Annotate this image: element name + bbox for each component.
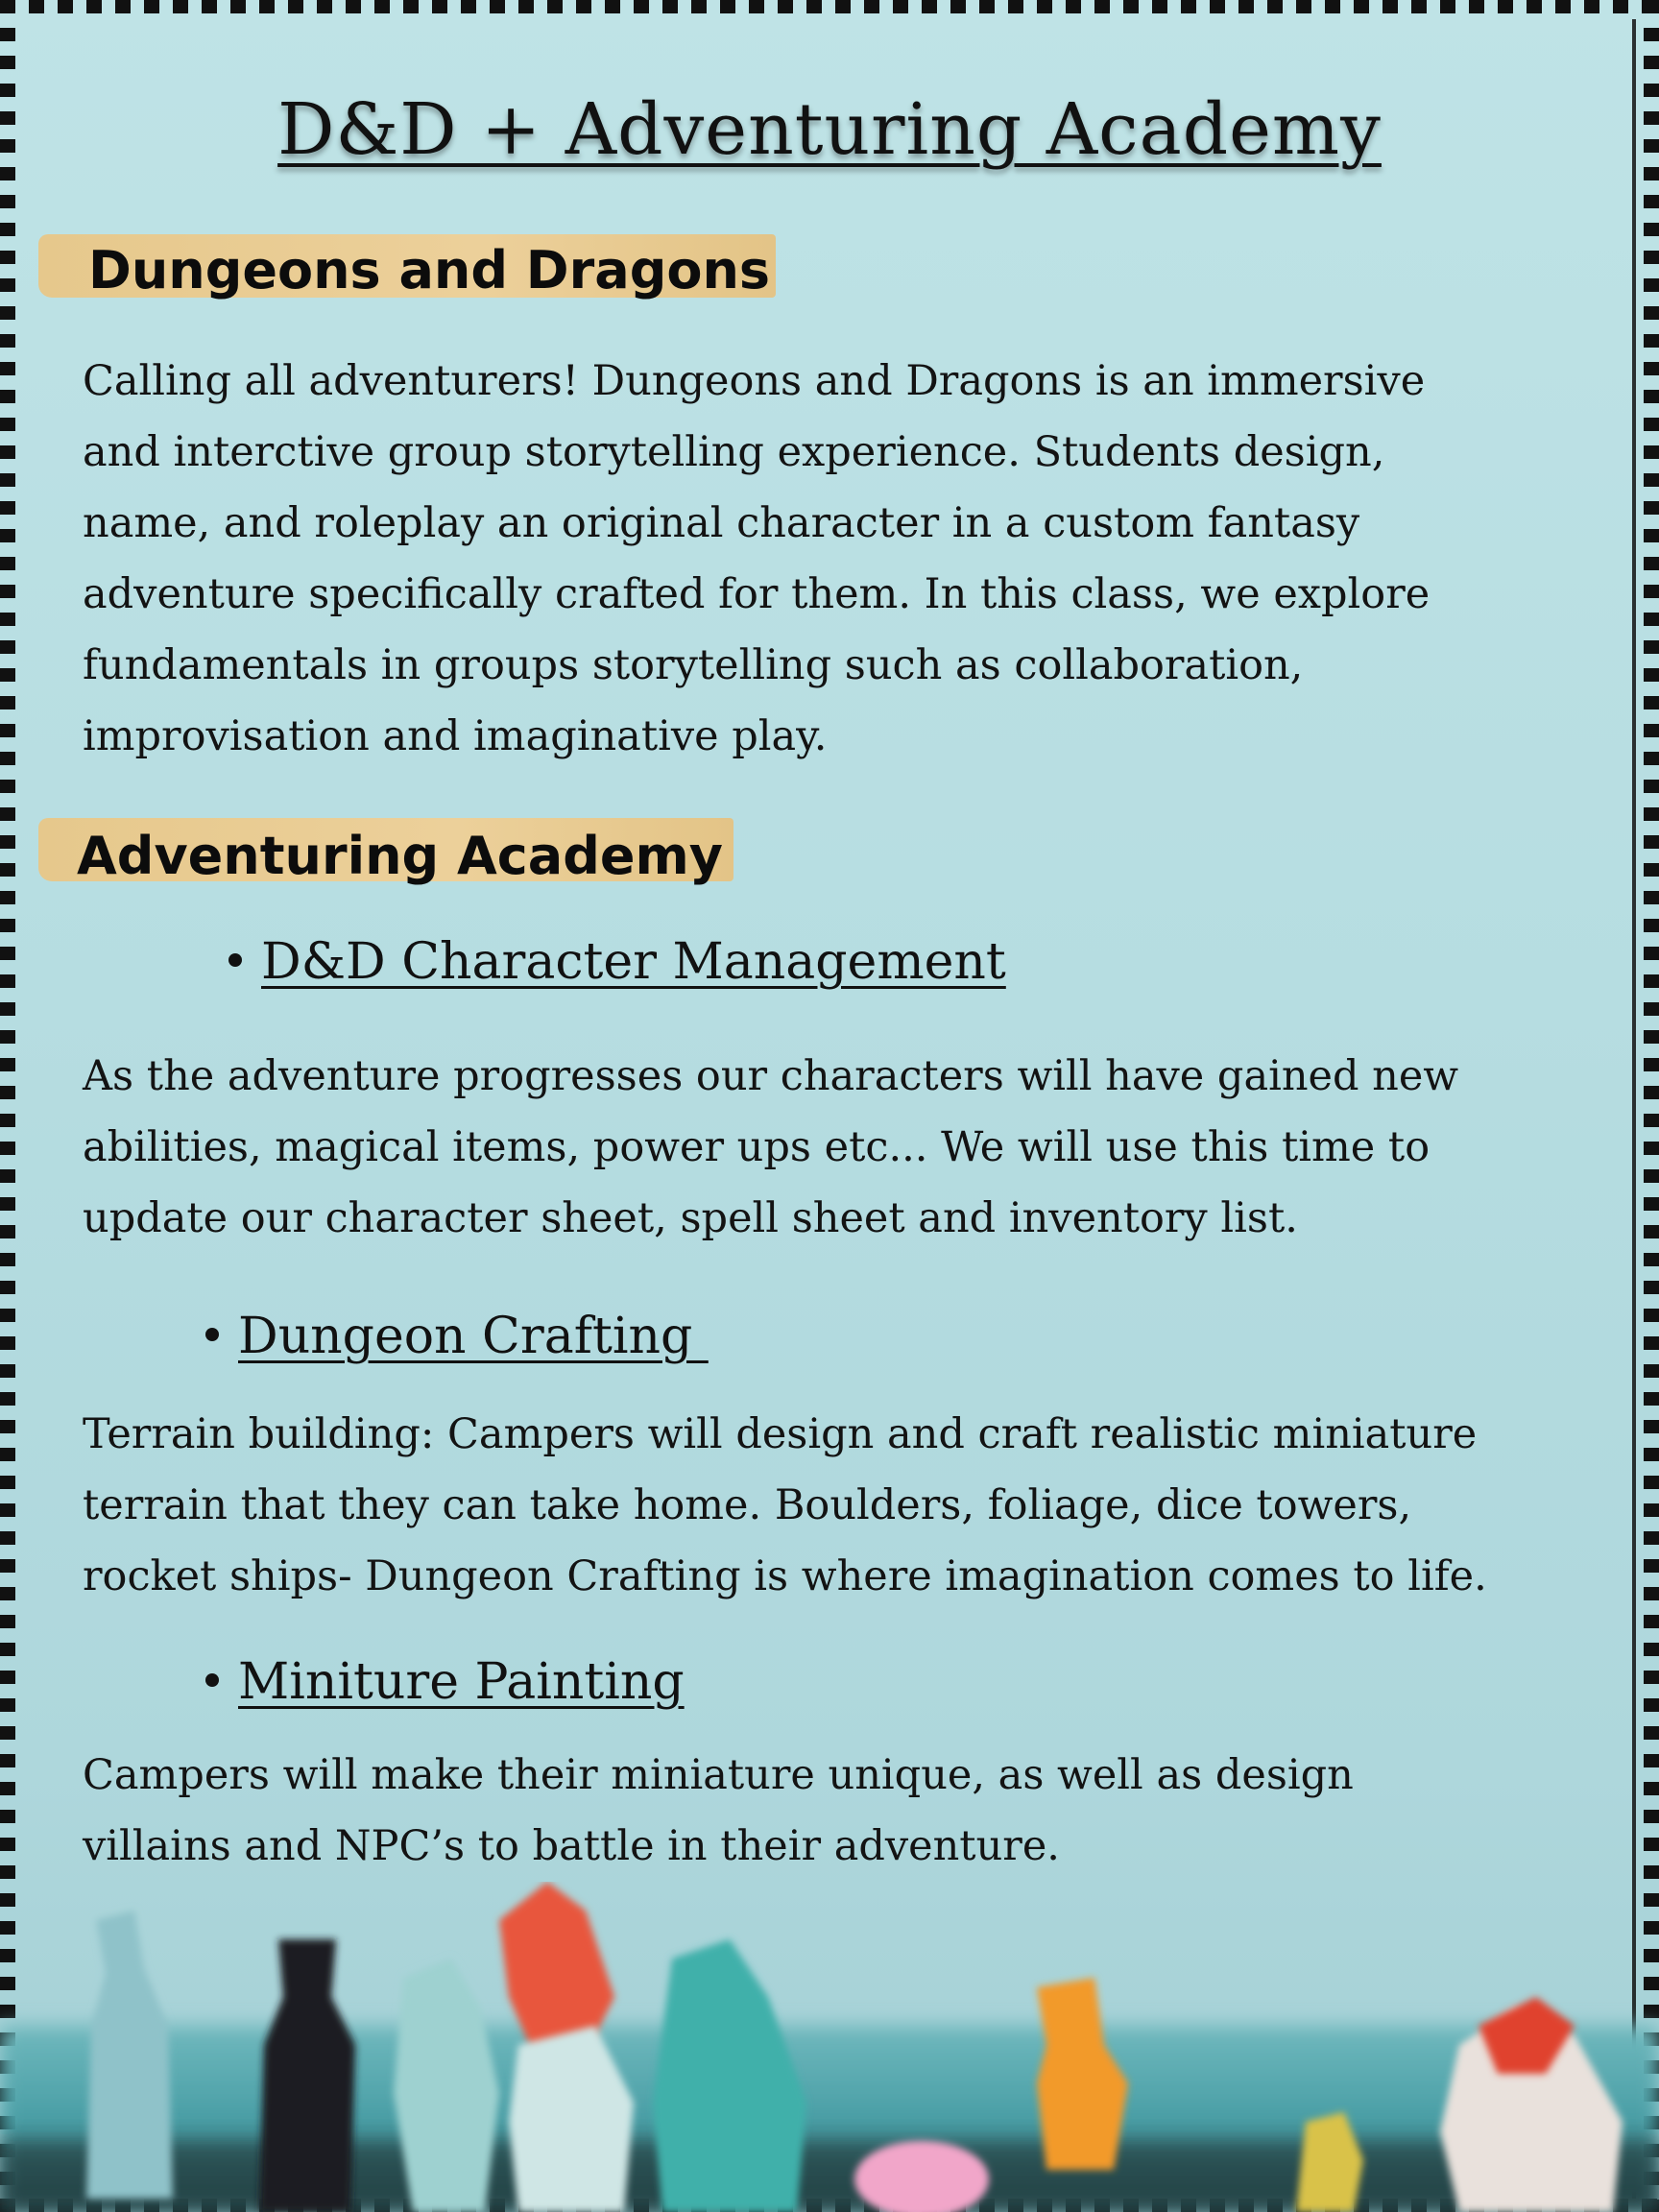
bullet-dot-icon [205,1673,219,1687]
text-line: Terrain building: Campers will design and craft realistic miniature [83,1410,1478,1458]
text-line: adventure specifically crafted for them. In this class, we explore [83,570,1431,618]
text-line: Calling all adventurers! Dungeons and Dragons is an immersive [83,357,1426,405]
text-line: villains and NPC’s to battle in their adventure. [83,1822,1060,1870]
bullet-label: Dungeon Crafting [238,1308,709,1365]
archer-figurine [394,1959,499,2212]
text-line: fundamentals in groups storytelling such as collaboration, [83,641,1304,689]
teal-figurine [653,1939,806,2212]
bullet-label: D&D Character Management [261,933,1006,991]
text-line: Campers will make their miniature unique, as well as design [83,1751,1354,1799]
bullet-character-management [228,933,1006,991]
dungeon-crafting-description [83,1399,1487,1612]
orange-figurine [1037,1978,1128,2170]
text-line: name, and roleplay an original character in a custom fantasy [83,499,1360,547]
dnd-description [83,346,1430,772]
border-rule-right [1632,19,1636,2199]
bullet-dungeon-crafting [205,1308,709,1365]
page-title: D&D + Adventuring Academy [277,88,1382,171]
text-line: terrain that they can take home. Boulders, foliage, dice towers, [83,1481,1412,1529]
text-line: and interctive group storytelling experience. Students design, [83,428,1385,476]
dark-tower-piece [259,1939,355,2212]
bullet-dot-icon [228,953,242,967]
text-line: update our character sheet, spell sheet and inventory list. [83,1194,1298,1242]
table-shadow [0,2141,1659,2212]
bullet-miniture-painting [205,1653,685,1711]
bullet-dot-icon [205,1328,219,1341]
character-management-description [83,1041,1458,1254]
section-heading: Adventuring Academy [77,826,723,886]
miniatures-photo [0,1882,1659,2212]
dashed-border-right [1644,0,1659,2212]
text-line: abilities, magical items, power ups etc... We will use this time to [83,1123,1431,1171]
wizard-figurine [86,1911,173,2199]
section-header-adventuring-academy [38,818,733,886]
section-heading: Dungeons and Dragons [88,240,771,301]
dashed-border-left [0,0,15,2212]
text-line: As the adventure progresses our characters will have gained new [83,1052,1459,1100]
bullet-label: Miniture Painting [238,1653,685,1711]
text-line: improvisation and imaginative play. [83,712,828,760]
section-header-dungeons-and-dragons [38,234,776,301]
dashed-border-top [0,0,1659,13]
text-line: rocket ships- Dungeon Crafting is where imagination comes to life. [83,1552,1487,1600]
miniture-painting-description [83,1740,1354,1882]
